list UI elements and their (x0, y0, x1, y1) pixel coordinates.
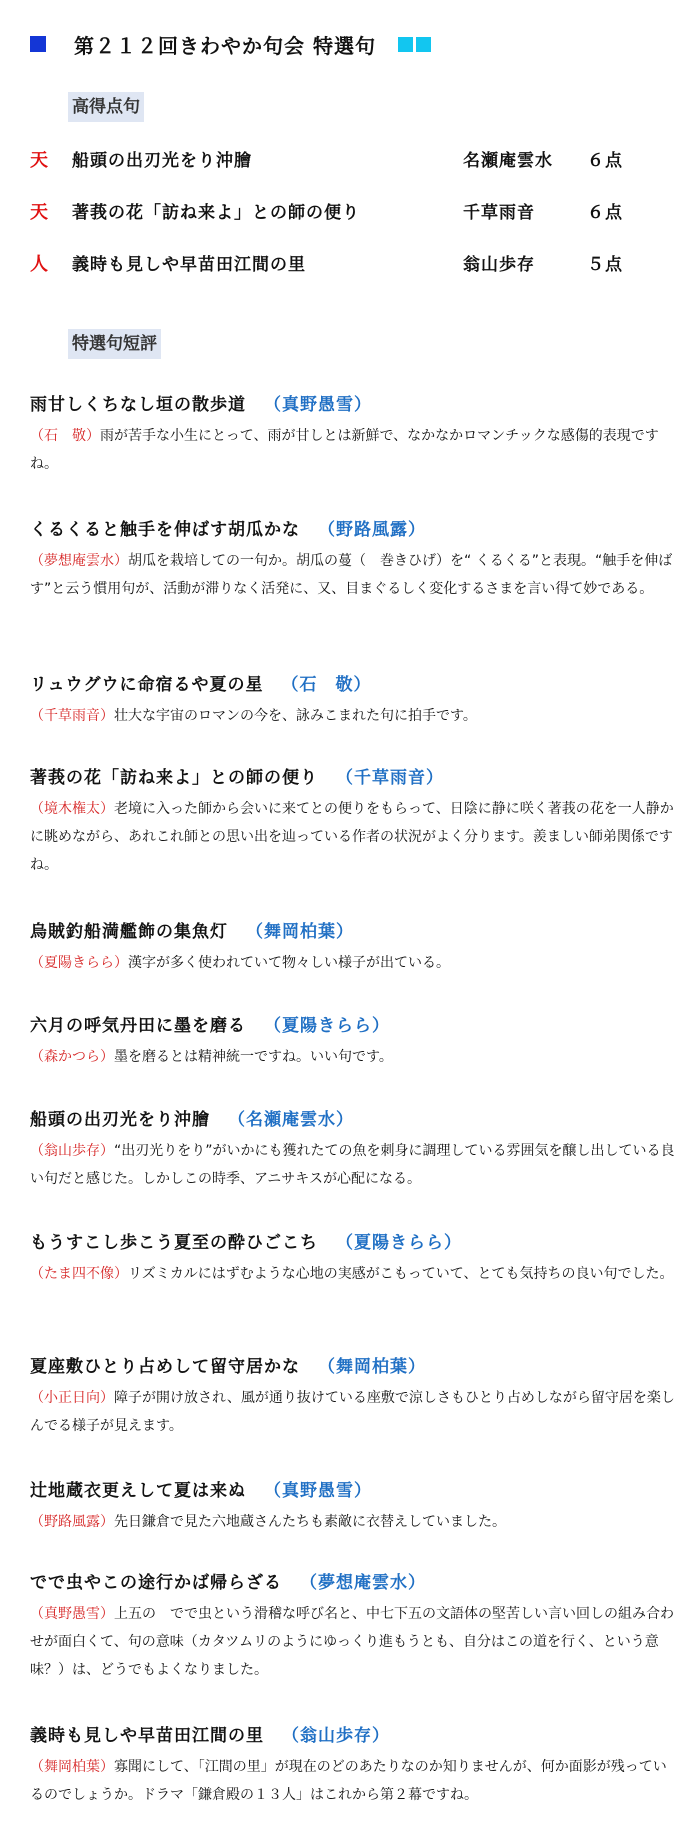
commenter: （小正日向） (30, 1390, 114, 1406)
critique-haiku-line (30, 1352, 680, 1382)
commenter: （森かつら） (30, 1049, 114, 1065)
critique-comment (30, 547, 680, 603)
critique-entry (30, 1568, 680, 1684)
critique-author: （名瀬庵雲水） (228, 1110, 354, 1130)
critique-entry (30, 1011, 680, 1071)
ranked-row (30, 198, 680, 228)
critique-comment (30, 1260, 680, 1288)
commenter: （夏陽きらら） (30, 955, 128, 971)
critique-comment (30, 1508, 680, 1536)
critique-haiku: でで虫やこの途行かば帰らざる (30, 1573, 282, 1593)
critique-haiku: 辻地蔵衣更えして夏は来ぬ (30, 1481, 246, 1501)
critique-haiku-line (30, 1011, 680, 1041)
critique-haiku: 六月の呼気丹田に墨を磨る (30, 1016, 246, 1036)
critique-haiku-line (30, 763, 680, 793)
comment-text: “出刃光りをり”がいかにも獲れたての魚を刺身に調理している雰囲気を醸し出している良い句だと感じた。しかしこの時季、アニサキスが心配になる。 (30, 1143, 675, 1187)
ranked-haiku: 船頭の出刃光をり沖膾 (72, 151, 252, 171)
ranked-haiku: 義時も見しや早苗田江間の里 (72, 255, 306, 275)
critique-entry (30, 670, 680, 730)
ranked-haiku: 著莪の花「訪ね来よ」との師の便り (72, 203, 360, 223)
critique-haiku: 烏賊釣船満艦飾の集魚灯 (30, 922, 228, 942)
critique-author: （真野愚雪） (264, 395, 372, 415)
critique-comment (30, 422, 680, 478)
critique-author: （野路風露） (318, 520, 426, 540)
blue-square-icon (30, 36, 46, 52)
commenter: （石 敬） (30, 428, 100, 444)
comment-text: 障子が開け放され、風が通り抜けている座敷で涼しさもひとり占めしながら留守居を楽しんでる様子が見えます。 (30, 1390, 675, 1434)
critique-haiku: 義時も見しや早苗田江間の里 (30, 1726, 264, 1746)
critique-comment (30, 1384, 680, 1440)
critique-haiku-line (30, 1476, 680, 1506)
comment-text: 墨を磨るとは精神統一ですね。いい句です。 (114, 1049, 393, 1065)
comment-text: 胡瓜を栽培しての一句か。胡瓜の蔓（ 巻きひげ）を“ くるくる”と表現。“触手を伸ばす”と云う慣用句が、活動が滞りなく活発に、又、目まぐるしく変化するさまを言い得て妙である。 (30, 553, 673, 597)
critique-author: （石 敬） (281, 675, 372, 695)
critique-comment (30, 702, 680, 730)
critique-haiku-line (30, 1721, 680, 1751)
critique-entry (30, 515, 680, 603)
critique-label: 特選句短評 (68, 329, 161, 359)
critique-author: （舞岡柏葉） (318, 1357, 426, 1377)
critique-author: （千草雨音） (336, 768, 444, 788)
cyan-square-icon (416, 37, 431, 52)
ranked-author: 名瀬庵雲水 (463, 151, 553, 171)
commenter: （翁山歩存） (30, 1143, 114, 1159)
critique-haiku-line (30, 917, 680, 947)
ranked-row (30, 146, 680, 176)
ranked-author: 千草雨音 (463, 203, 535, 223)
commenter: （真野愚雪） (30, 1606, 114, 1622)
critique-entry (30, 1105, 680, 1193)
ranked-points: ５点 (587, 255, 623, 275)
commenter: （千草雨音） (30, 708, 114, 724)
ranked-author: 翁山歩存 (463, 255, 535, 275)
critique-entry (30, 917, 680, 977)
commenter: （たま四不像） (30, 1266, 128, 1282)
comment-text: 雨が苦手な小生にとって、雨が甘しとは新鮮で、なかなかロマンチックな感傷的表現ですね。 (30, 428, 659, 472)
critique-author: （真野愚雪） (264, 1481, 372, 1501)
critique-author: （夏陽きらら） (336, 1233, 462, 1253)
ranked-points: ６点 (587, 151, 623, 171)
critique-entry (30, 1228, 680, 1288)
critique-haiku-line (30, 515, 680, 545)
critique-author: （舞岡柏葉） (246, 922, 354, 942)
rank-mark: 天 (30, 202, 48, 223)
title-row (30, 28, 431, 60)
critique-entry (30, 1721, 680, 1809)
critique-haiku-line (30, 1105, 680, 1135)
comment-text: 老境に入った師から会いに来てとの便りをもらって、日陰に静に咲く著莪の花を一人静かに眺めながら、あれこれ師との思い出を辿っている作者の状況がよく分ります。羨ましい師弟関係ですね。 (30, 801, 674, 873)
comment-text: 先日鎌倉で見た六地蔵さんたちも素敵に衣替えしていました。 (114, 1514, 506, 1530)
commenter: （境木権太） (30, 801, 114, 817)
comment-text: 上五の でで虫という滑稽な呼び名と、中七下五の文語体の堅苦しい言い回しの組み合わせが面白くて、句の意味（カタツムリのようにゆっくり進もうとも、自分はこの道を行く、という意味？）は、どうでもよくなりました。 (30, 1606, 674, 1678)
critique-author: （夢想庵雲水） (300, 1573, 426, 1593)
critique-haiku: リュウグウに命宿るや夏の星 (30, 675, 264, 695)
critique-haiku-line (30, 1568, 680, 1598)
comment-text: リズミカルにはずむような心地の実感がこもっていて、とても気持ちの良い句でした。 (128, 1266, 674, 1282)
rank-mark: 天 (30, 150, 48, 171)
critique-comment (30, 1137, 680, 1193)
comment-text: 漢字が多く使われていて物々しい様子が出ている。 (128, 955, 450, 971)
ranked-points: ６点 (587, 203, 623, 223)
critique-comment (30, 1043, 680, 1071)
commenter: （野路風露） (30, 1514, 114, 1530)
critique-entry (30, 390, 680, 478)
commenter: （夢想庵雲水） (30, 553, 128, 569)
comment-text: 壮大な宇宙のロマンの今を、詠みこまれた句に拍手です。 (114, 708, 477, 724)
critique-haiku: もうすこし歩こう夏至の酔ひごこち (30, 1233, 318, 1253)
critique-haiku: 著莪の花「訪ね来よ」との師の便り (30, 768, 318, 788)
critique-comment (30, 1753, 680, 1809)
critique-comment (30, 949, 680, 977)
comment-text: 寡聞にして、「江間の里」が現在のどのあたりなのか知りませんが、何か面影が残っているのでしょうか。ドラマ「鎌倉殿の１３人」はこれから第２幕ですね。 (30, 1759, 667, 1803)
critique-haiku-line (30, 1228, 680, 1258)
critique-author: （夏陽きらら） (264, 1016, 390, 1036)
critique-haiku: 船頭の出刃光をり沖膾 (30, 1110, 210, 1130)
critique-haiku-line (30, 670, 680, 700)
critique-haiku: 雨甘しくちなし垣の散歩道 (30, 395, 246, 415)
page-title: 第２１２回きわやか句会 特選句 (74, 33, 376, 58)
critique-comment (30, 1600, 680, 1684)
high-score-label: 高得点句 (68, 92, 144, 122)
critique-haiku-line (30, 390, 680, 420)
critique-entry (30, 1476, 680, 1536)
critique-haiku: 夏座敷ひとり占めして留守居かな (30, 1357, 300, 1377)
rank-mark: 人 (30, 254, 48, 275)
ranked-row (30, 250, 680, 280)
critique-comment (30, 795, 680, 879)
commenter: （舞岡柏葉） (30, 1759, 114, 1775)
critique-entry (30, 1352, 680, 1440)
critique-author: （翁山歩存） (282, 1726, 390, 1746)
cyan-square-icon (398, 37, 413, 52)
critique-haiku: くるくると触手を伸ばす胡瓜かな (30, 520, 300, 540)
critique-entry (30, 763, 680, 879)
